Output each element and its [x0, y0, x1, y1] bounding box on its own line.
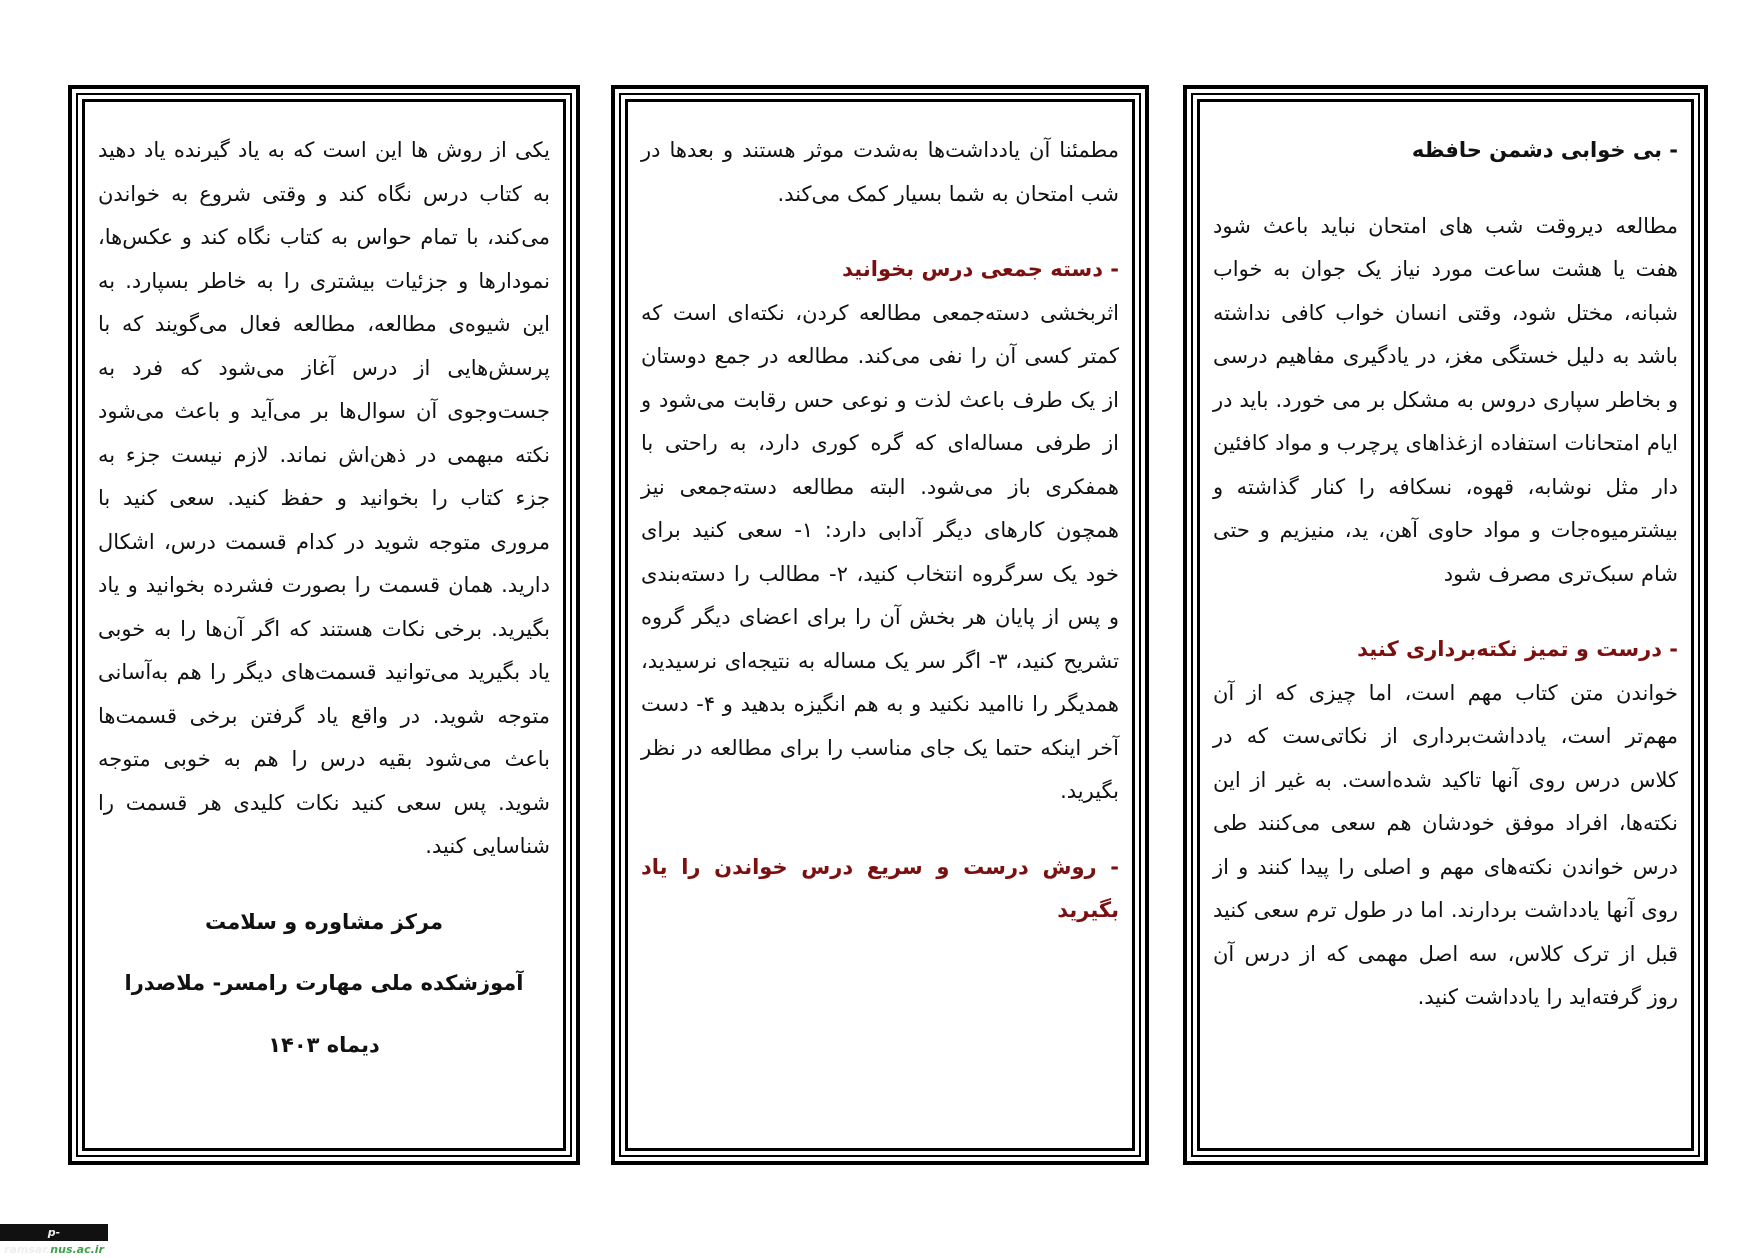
site-badge-domain: nus.ac.ir [50, 1243, 105, 1256]
heading-note-taking: - درست و تمیز نکته‌برداری کنید [1357, 637, 1678, 661]
site-badge [0, 1224, 108, 1256]
paragraph-group-study: اثربخشی دسته‌جمعی مطالعه کردن، نکته‌ای است که کمتر کسی آن را نفی می‌کند. مطالعه در جمع دوستان از یک طرف باعث لذت و نوعی حس رقابت می‌شود و از طرفی مساله‌ای که گره کوری دارد، به راحتی با همفکری باز می‌شود. البته مطالعه دسته‌جمعی نیز همچون کارهای دیگر آدابی دارد: ۱- سعی کنید برای خود یک سرگروه انتخاب کنید، ۲- مطالب را دسته‌بندی و پس از پایان هر بخش آن را برای اعضای دیگر گروه تشریح کنید، ۳- اگر سر یک مساله به نتیجه‌ای نرسیدید، همدیگر را ناامید نکنید و به هم انگیزه بدهید و ۴- دست آخر اینکه حتما یک جای مناسب را برای مطالعه در نظر بگیرید. [641, 300, 1119, 803]
left-panel-content [98, 129, 550, 1131]
middle-panel-content [641, 129, 1119, 1131]
middle-panel [611, 85, 1149, 1165]
left-panel [68, 85, 580, 1165]
paragraph-sleep: مطالعه دیروقت شب های امتحان نباید باعث شود هفت یا هشت ساعت مورد نیاز یک جوان به خواب شبانه، مختل شود، وقتی انسان خواب کافی نداشته باشد به دلیل خستگی مغز، در یادگیری مفاهیم درسی و بخاطر سپاری دروس به مشکل بر می خورد. باید در ایام امتحانات استفاده ازغذاهای پرچرب و مواد کافئین دار مثل نوشابه، قهوه، نسکافه را کنار گذاشته و بیشترمیوه‌جات و مواد حاوی آهن، ید، منیزیم و حتی شام سبک‌تری مصرف شود [1213, 213, 1678, 586]
paragraph-note-taking: خواندن متن کتاب مهم است، اما چیزی که از آن مهم‌تر است، یادداشت‌برداری از نکاتی‌ست که در کلاس درس روی آنها تاکید شده‌است. به غیر از این نکته‌ها، افراد موفق خودشان هم سعی می‌کنند طی درس خواندن نکته‌های مهم و اصلی را پیدا کنند و از روی آنها یادداشت بردارند. اما در طول ترم سعی کنید قبل از ترک کلاس، سه اصل مهمی که از درس آن روز گرفته‌اید را یادداشت کنید. [1213, 680, 1678, 1009]
site-badge-prefix: p-ramsar. [3, 1226, 61, 1256]
heading-sleep-memory: - بی خوابی دشمن حافظه [1411, 138, 1678, 162]
right-panel [1183, 85, 1708, 1165]
paragraph-notes-continued: مطمئنا آن یادداشت‌ها به‌شدت موثر هستند و بعدها در شب امتحان به شما بسیار کمک می‌کند. [641, 138, 1119, 206]
heading-group-study: - دسته جمعی درس بخوانید [842, 257, 1119, 281]
right-panel-content [1213, 129, 1678, 1131]
paragraph-active-study: یکی از روش ها این است که به یاد گیرنده یاد دهید به کتاب درس نگاه کند و وقتی شروع به خواندن می‌کند، با تمام حواس به کتاب نگاه کند و عکس‌ها، نمودارها و جزئیات بیشتری را به خاطر بسپارد. به این شیوه‌ی مطالعه، مطالعه فعال می‌گویند که با پرسش‌هایی از درس آغاز می‌شود که فرد به جست‌وجوی آن سوال‌ها بر می‌آید و باعث می‌شود نکته مبهمی در ذهن‌اش نماند. لازم نیست جزء به جزء کتاب را بخوانید و حفظ کنید. سعی کنید با مروری متوجه شوید در کدام قسمت درس، اشکال دارید. همان قسمت را بصورت فشرده بخوانید و یاد بگیرید. برخی نکات هستند که اگر آن‌ها را به خوبی یاد بگیرید می‌توانید قسمت‌های دیگر را هم به‌آسانی متوجه شوید. در واقع یاد گرفتن برخی قسمت‌ها باعث می‌شود بقیه درس را هم به خوبی متوجه شوید. پس سعی کنید نکات کلیدی هر قسمت را شناسایی کنید. [98, 138, 550, 858]
issue-date: دیماه ۱۴۰۳ [268, 1032, 380, 1057]
institute-name: آموزشکده ملی مهارت رامسر- ملاصدرا [124, 971, 524, 995]
heading-study-method: - روش درست و سریع درس خواندن را یاد بگیرید [641, 854, 1119, 922]
org-name: مرکز مشاوره و سلامت [205, 909, 443, 934]
